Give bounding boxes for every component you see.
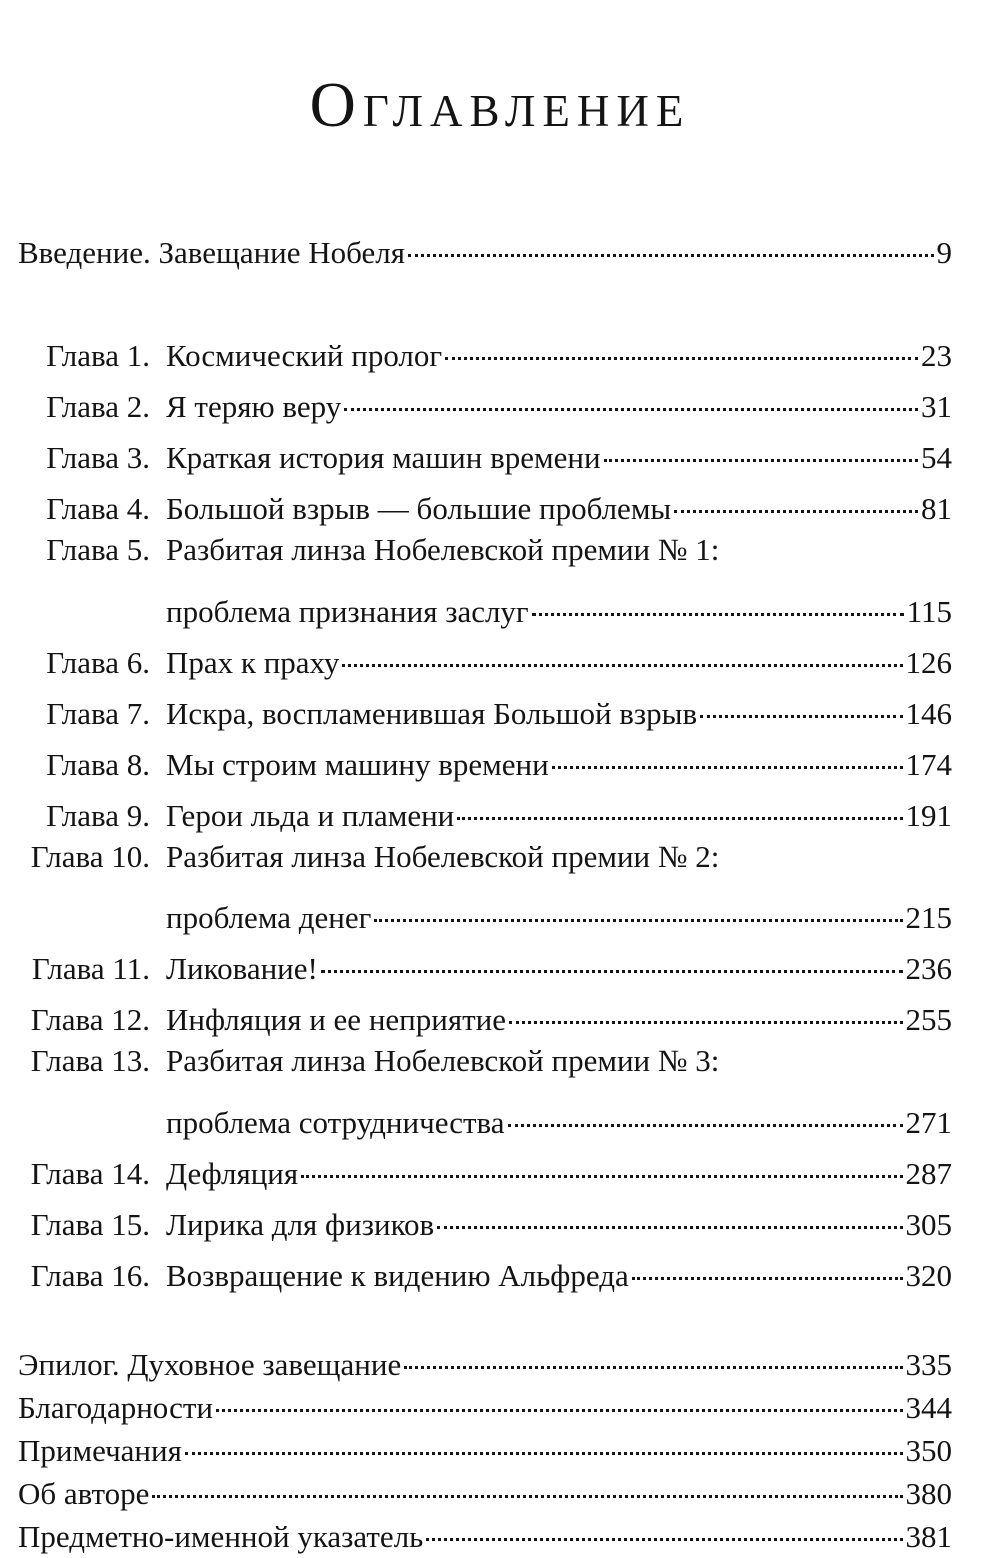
page-number: 146	[905, 695, 952, 731]
page-number: 54	[921, 440, 952, 476]
dot-leader	[700, 684, 902, 724]
dot-leader	[216, 1378, 903, 1418]
toc-entry-intro[interactable]	[18, 223, 952, 270]
page-number: 380	[905, 1476, 952, 1511]
page-number: 81	[921, 491, 952, 527]
toc-entry-chapter[interactable]	[18, 530, 952, 570]
dot-leader	[437, 1195, 902, 1235]
entry-title: Герои льда и пламени	[166, 797, 455, 833]
chapter-label: Глава 10.	[30, 839, 150, 874]
entry-title: Примечания	[18, 1433, 182, 1468]
chapter-label: Глава 2.	[46, 389, 150, 425]
dot-leader	[604, 428, 918, 468]
toc-entry-chapter[interactable]	[18, 1246, 952, 1293]
chapter-label: Глава 12.	[30, 1002, 150, 1038]
dot-leader	[508, 1093, 903, 1133]
toc-entry-back-matter[interactable]	[18, 1378, 952, 1425]
entry-title: проблема сотрудничества	[166, 1104, 505, 1140]
chapter-label: Глава 5.	[46, 532, 150, 568]
page-number: 320	[905, 1257, 952, 1293]
toc-entry-chapter[interactable]	[18, 786, 952, 833]
page-number: 31	[921, 389, 952, 425]
entry-title: Мы строим машину времени	[166, 746, 549, 782]
page-number: 271	[905, 1104, 952, 1140]
toc-entry-chapter[interactable]	[18, 479, 952, 527]
entry-title: Введение. Завещание Нобеля	[18, 235, 406, 270]
entry-title: Предметно-именной указатель	[18, 1519, 424, 1554]
chapter-label: Глава 14.	[30, 1155, 150, 1191]
dot-leader	[445, 326, 918, 366]
page-number: 335	[905, 1347, 952, 1382]
entry-title: Лирика для физиков	[166, 1206, 435, 1242]
toc-entry-chapter[interactable]	[18, 377, 952, 425]
toc-entry-back-matter[interactable]	[18, 1507, 952, 1554]
dot-leader	[342, 633, 902, 673]
page-number: 344	[905, 1390, 952, 1425]
entry-title: Я теряю веру	[166, 389, 342, 425]
entry-title: Прах к праху	[166, 644, 340, 680]
entry-title: Космический пролог	[166, 338, 443, 373]
dot-leader	[532, 582, 904, 622]
chapter-label: Глава 16.	[30, 1257, 150, 1293]
chapter-label: Глава 9.	[46, 797, 150, 833]
page-title: Оглавление	[309, 68, 691, 140]
entry-title: Благодарности	[18, 1390, 213, 1425]
entry-title: Разбитая линза Нобелевской премии № 3:	[166, 1043, 720, 1079]
dot-leader	[374, 888, 902, 928]
entry-title: Дефляция	[166, 1155, 299, 1191]
page-number: 287	[905, 1155, 952, 1191]
dot-leader	[674, 479, 918, 519]
entry-title: Возвращение к видению Альфреда	[166, 1257, 629, 1293]
chapter-label: Глава 3.	[46, 440, 150, 476]
toc-entry-chapter-continuation[interactable]	[18, 888, 952, 936]
page-number: 350	[905, 1433, 952, 1468]
chapter-label: Глава 4.	[46, 491, 150, 527]
toc-entry-chapter[interactable]	[18, 735, 952, 782]
page-number: 23	[921, 338, 952, 373]
toc-entry-back-matter[interactable]	[18, 1335, 952, 1382]
dot-leader	[632, 1246, 903, 1286]
toc-entry-chapter[interactable]	[18, 990, 952, 1038]
chapter-label: Глава 11.	[31, 951, 150, 987]
dot-leader	[344, 377, 918, 417]
dot-leader	[457, 786, 902, 826]
dot-leader	[404, 1335, 902, 1375]
toc-entry-chapter[interactable]	[18, 837, 952, 877]
toc-entry-chapter[interactable]	[18, 428, 952, 476]
dot-leader	[552, 735, 903, 775]
toc-entry-chapter-continuation[interactable]	[18, 1093, 952, 1140]
dot-leader	[408, 223, 933, 263]
toc-entry-chapter[interactable]	[18, 326, 952, 373]
dot-leader	[321, 939, 903, 979]
page-number: 115	[906, 593, 952, 629]
page-number: 9	[936, 235, 952, 270]
entry-title: Искра, воспламенившая Большой взрыв	[166, 695, 698, 731]
dot-leader	[426, 1507, 902, 1547]
chapter-label: Глава 15.	[30, 1206, 150, 1242]
dot-leader	[185, 1421, 903, 1461]
chapter-label: Глава 8.	[46, 746, 150, 782]
page-number: 236	[905, 951, 952, 987]
entry-title: Эпилог. Духовное завещание	[18, 1347, 402, 1382]
toc-entry-chapter[interactable]	[18, 1195, 952, 1242]
entry-title: проблема денег	[166, 900, 372, 936]
toc-entry-chapter-continuation[interactable]	[18, 582, 952, 629]
dot-leader	[301, 1144, 902, 1184]
toc-entry-back-matter[interactable]	[18, 1464, 952, 1511]
toc-entry-chapter[interactable]	[18, 939, 952, 987]
chapter-label: Глава 13.	[30, 1043, 150, 1079]
entry-title: Большой взрыв — большие проблемы	[166, 491, 672, 527]
dot-leader	[509, 990, 902, 1030]
entry-title: проблема признания заслуг	[166, 593, 529, 629]
entry-title: Ликование!	[166, 951, 318, 987]
toc-entry-chapter[interactable]	[18, 1041, 952, 1081]
toc-entry-back-matter[interactable]	[18, 1421, 952, 1468]
toc-entry-chapter[interactable]	[18, 684, 952, 731]
toc-entry-chapter[interactable]	[18, 633, 952, 680]
toc-entry-chapter[interactable]	[18, 1144, 952, 1191]
chapter-label: Глава 1.	[46, 338, 150, 373]
page-number: 126	[905, 644, 952, 680]
entry-title: Разбитая линза Нобелевской премии № 1:	[166, 532, 720, 568]
chapter-label: Глава 7.	[46, 695, 150, 731]
entry-title: Краткая история машин времени	[166, 440, 601, 476]
chapter-label: Глава 6.	[46, 644, 150, 680]
dot-leader	[152, 1464, 902, 1504]
page-number: 174	[905, 746, 952, 782]
entry-title: Об авторе	[18, 1476, 150, 1511]
page-number: 255	[905, 1002, 952, 1038]
entry-title: Разбитая линза Нобелевской премии № 2:	[166, 839, 720, 874]
entry-title: Инфляция и ее неприятие	[166, 1002, 507, 1038]
page-number: 381	[905, 1519, 952, 1554]
page-number: 191	[905, 797, 952, 833]
page-number: 305	[905, 1206, 952, 1242]
page-number: 215	[905, 900, 952, 936]
